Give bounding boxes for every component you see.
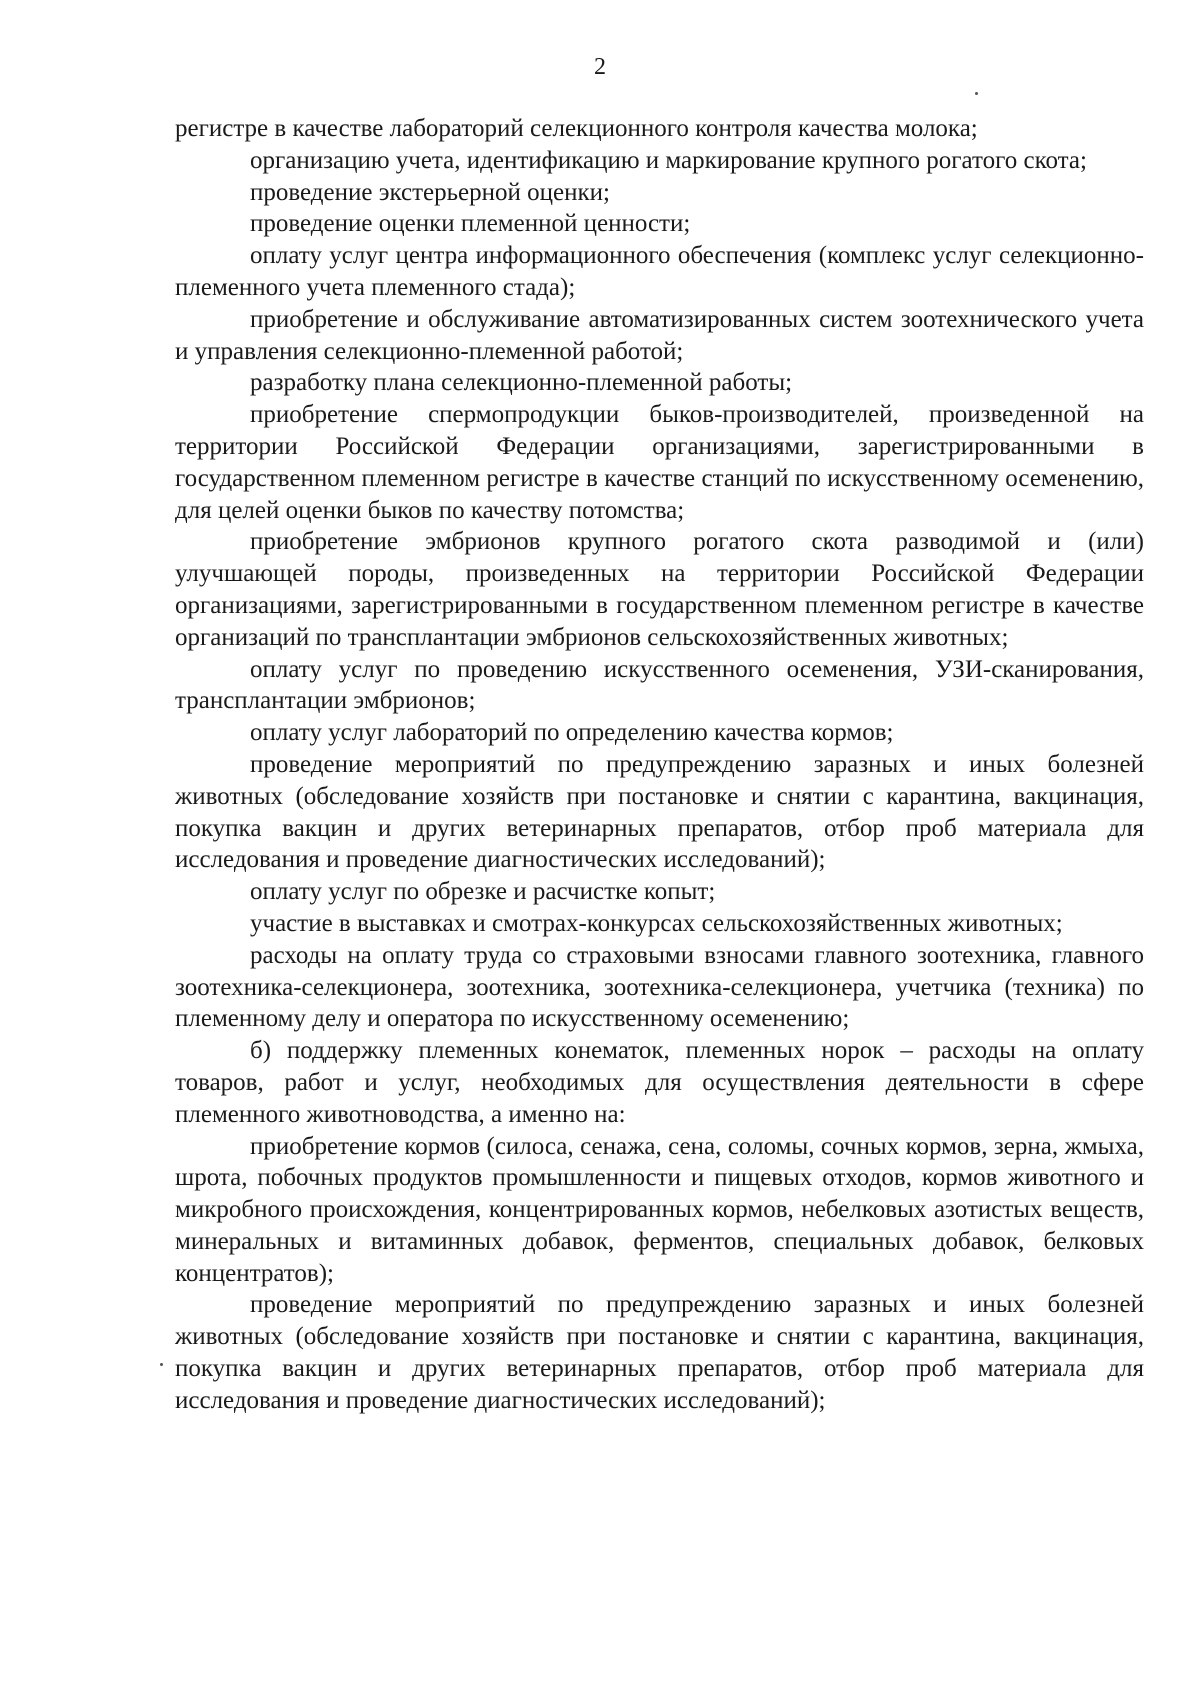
paragraph: проведение мероприятий по предупреждению заразных и иных болезней животных (обследование хозяйств при постановке и снятии с карантина, вакцинация, покупка вакцин и других ветеринарных препаратов, отбор проб материала для исследования и проведение диагностических исследований); xyxy=(175,750,1144,874)
paragraph: оплату услуг по проведению искусственного осеменения, УЗИ-сканирования, трансплантации эмбрионов; xyxy=(175,655,1144,715)
paragraph: приобретение эмбрионов крупного рогатого скота разводимой и (или) улучшающей породы, произведенных на территории Российской Федерации организациями, зарегистрированными в государственном племенном регистре в качестве организаций по трансплантации эмбрионов сельскохозяйственных животных; xyxy=(175,528,1144,651)
paragraph: приобретение спермопродукции быков-производителей, произведенной на территории Российской Федерации организациями, зарегистрированными в государственном племенном регистре в качестве станций по искусственному осеменению, для целей оценки быков по качеству потомства; xyxy=(175,401,1144,524)
paragraph: оплату услуг центра информационного обеспечения (комплекс услуг селекционно-племенного учета племенного стада); xyxy=(175,242,1144,301)
paragraph: оплату услуг по обрезке и расчистке копыт; xyxy=(250,878,716,906)
paragraph: проведение мероприятий по предупреждению заразных и иных болезней животных (обследование хозяйств при постановке и снятии с карантина, вакцинация, покупка вакцин и других ветеринарных препаратов, отбор проб материала для исследования и проведение диагностических исследований); xyxy=(175,1291,1144,1414)
paragraph: оплату услуг лабораторий по определению качества кормов; xyxy=(250,719,894,747)
paragraph: регистре в качестве лабораторий селекционного контроля качества молока; xyxy=(175,115,978,142)
paragraph: проведение экстерьерной оценки; xyxy=(250,178,610,206)
scan-speck xyxy=(975,92,978,95)
paragraph: б) поддержку племенных конематок, племенных норок – расходы на оплату товаров, работ и услуг, необходимых для осуществления деятельности в сфере племенного животноводства, а именно на: xyxy=(175,1037,1144,1128)
paragraph: организацию учета, идентификацию и маркирование крупного рогатого скота; xyxy=(250,146,1087,174)
document-body xyxy=(175,113,1144,1417)
paragraph: участие в выставках и смотрах-конкурсах сельскохозяйственных животных; xyxy=(250,909,1063,937)
paragraph: приобретение кормов (силоса, сенажа, сена, соломы, сочных кормов, зерна, жмыха, шрота, побочных продуктов промышленности и пищевых отходов, кормов животного и микробного происхождения, концентрированных кормов, небелковых азотистых веществ, минеральных и витаминных добавок, ферментов, специальных добавок, белковых концентратов); xyxy=(175,1132,1144,1287)
page-number: 2 xyxy=(594,54,606,80)
paragraph: проведение оценки племенной ценности; xyxy=(250,210,691,238)
paragraph: расходы на оплату труда со страховыми взносами главного зоотехника, главного зоотехника-селекционера, зоотехника, зоотехника-селекционера, учетчика (техника) по племенному делу и оператора по искусственному осеменению; xyxy=(175,941,1144,1033)
scan-speck xyxy=(160,1363,163,1366)
paragraph: разработку плана селекционно-племенной работы; xyxy=(250,369,793,397)
paragraph: приобретение и обслуживание автоматизированных систем зоотехнического учета и управления селекционно-племенной работой; xyxy=(175,305,1144,365)
